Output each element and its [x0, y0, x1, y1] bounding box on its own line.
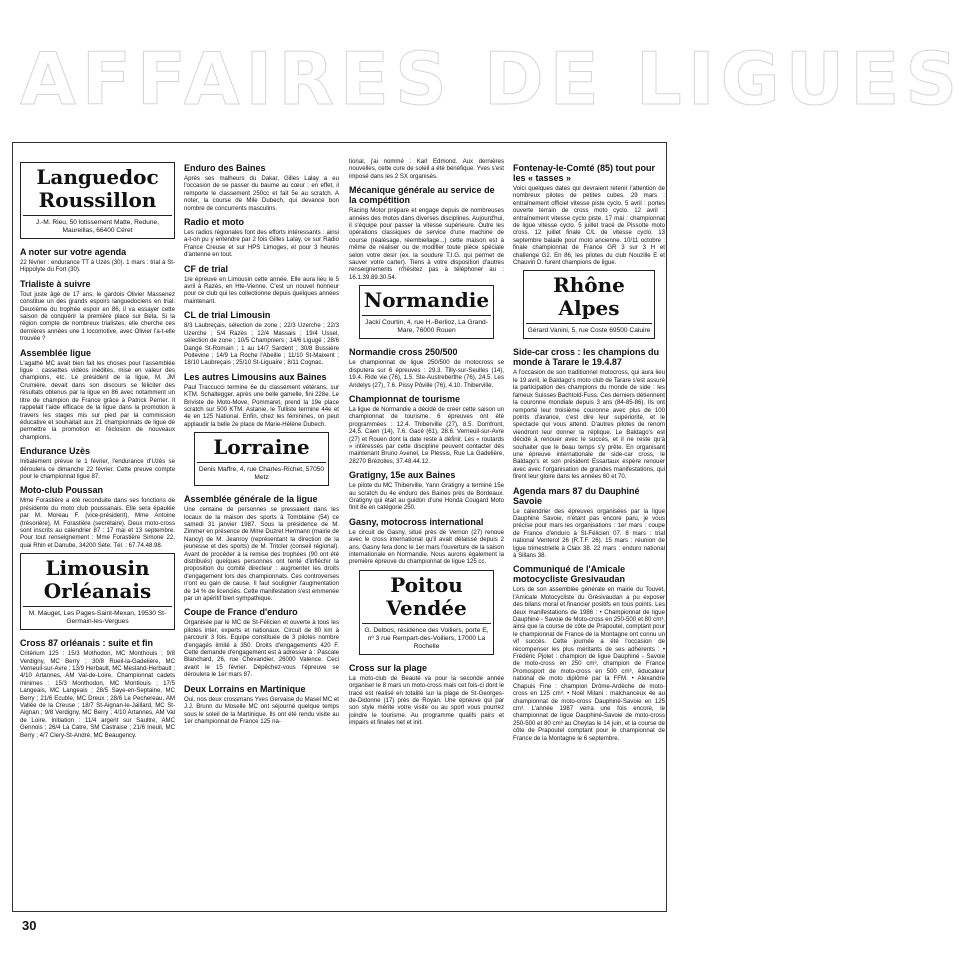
article-body: Le pilote du MC Thiberville, Yann Gratigny a terminé 15e au scratch du 4e enduro des Baines près de Bordeaux. Gratigny qui était au guidon d'une Honda Cougard Moto finit 8e en catégorie 250.: [349, 482, 504, 512]
article-body: 8/3 Laubreçais, sélection de zone ; 22/3 Uzerche ; 22/3 Uzerche ; 5/4 Razès ; 12/4 Massais ; 19/4 Ussel, sélection de zone ; 10/5 Champniers ; 14/6 Ligugé ; 28/6 Dangé St-Romain ; 1 au 14/7 Sardent ; 30/8 Bussière Poitevine ; 14/9 La Roche l'Abeille ; 11/10 St-Maixent ; 18/10 Laubreçais ; 25/10 St-Liguaire ; 8/11 Cognac.: [184, 322, 339, 367]
article-title: Coupe de France d'enduro: [184, 607, 298, 618]
column-3: [349, 158, 504, 900]
column-1: [20, 158, 175, 900]
league-box-normandie: [359, 285, 494, 339]
article-title: Enduro des Baines: [184, 163, 266, 173]
article-body: A l'occasion de son traditionnel motocross, qui aura lieu le 19 avril, le Baldago's moto club de Tarare s'est assuré la participation des champions du monde de side : les fameux Suisses Bachtold-Fuss. Ces derniers détiennent la couronne mondiale depuis 3 ans (84-85-86). Ils ont remporté leur troisième couronne avec plus de 100 points d'avance, c'est dire leur supériorité, et le spectacle qui vous attend. D'autres pilotes de renom viendront leur donner la réplique. Le Baldago's est décidé à renouer avec le succès, et il ne reste qu'à souhaiter que le beau temps s'y prête. En organisant une épreuve internationale de side-car cross, le Baldago's et son président Essartaux espère renouer avec avec l'organisation de grandes manifestations, qui firent leur gloire dans les années 60 et 70.: [513, 369, 665, 481]
article-title: Les autres Limousins aux Baines: [184, 371, 327, 382]
article-body: Après ses malheurs du Dakar, Gilles Lalay a eu l'occasion de se passer du baume au cœur : en effet, il remporte le classement 250cc et fait 5e au scratch. A noter, la course de Mile Dubech, qui devance bon nombre de concurrents masculins.: [184, 175, 339, 212]
article-body: Mme Forastière a été reconduite dans ses fonctions de présidente du moto club poussanais. Elle sera épaulée par M. Moreau F. (vice-président), Mme Antoine (trésorière), M. Forastière (secrétaire). Deux moto-cross sont inscrits au calendrier 87 : 17 mai et 13 septembre. Pour tout renseignement : Mme Forastière Simone 22, quai Rhin et Danube, 34200 Sète. Tél. : 67.74.48.98.: [20, 497, 175, 549]
article-title: Fontenay-le-Comté (85) tout pour les « tasses »: [513, 163, 655, 183]
article-body-continued: tional, j'ai nommé : Karl Edmond. Aux dernières nouvelles, cette cure de soleil a été bénéfique. Yves s'est imposé dans les 2 SX organisés.: [349, 158, 504, 180]
article-title: Agenda mars 87 du Dauphiné Savoie: [513, 485, 640, 506]
league-name: Lorraine: [213, 435, 310, 460]
league-name-line2: Roussillon: [38, 188, 157, 212]
article-body: Le championnat de ligue 250/500 de motocross se disputera sur 6 épreuves : 29.3. Tilly-sur-Seulles (14), 19.4. Ride vie (76), 1.5. Ste-Austreberthe (76), 24.5. Les Andelys (27), 7.6. Pissy Pôville (76), 4.10. Thiberville.: [349, 359, 504, 389]
article-title: Deux Lorrains en Martinique: [184, 683, 306, 694]
league-address: G. Delbos, résidence des Voiliers, porte E, nº 3 rue Rempart-des-Voiliers, 17000 La Rochelle: [362, 623, 491, 651]
header-title: AFFAIRES DE LIGUES: [20, 37, 963, 121]
article-title: Radio et moto: [184, 217, 244, 228]
article-body: Une centaine de personnes se pressaient dans les locaux de la maison des sports à Tomblaine (54) ce samedi 31 janvier 1987. Sous la présidence de M. Zimmer en présence de Mme Duzret Hermann (mairie de Nancy) de M. Jeanroy (représentant la direction de la jeunesse et des sports) de M. Tritcler (conseil régional). Avant de procéder à la remise des trophées (90 ont été distribués) quelques personnes ont tenté d'infléchir la proposition du comité directeur : augmenter les droits d'engagement lors des championnats. Ces controverses n'ont eu gain de cause. Il faut souligner l'augmentation de 14 % de licenciés. Cette manifestation s'est emmenée par un apéritif bien sympathique.: [184, 506, 339, 603]
article-body: 22 février : endurance TT à Uzès (30). 1 mars : trial à St-Hippolyte du Fort (30).: [20, 259, 175, 274]
article-body: 1re épreuve en Limousin cette année. Elle aura lieu le 5 avril à Razès, en Hte-Vienne. C'est un nouvel honneur pour ce club qui les collectionne depuis quelques années maintenant.: [184, 275, 339, 305]
article-title: Side-car cross : les champions du monde à Tarare le 19.4.87: [513, 347, 660, 368]
article-body: Le circuit de Gasny, situé près de Vernon (27) renoue avec le cross international qu'il avait délaissé depuis 2 ans. Gasny fera donc le 1er mars l'ouverture de la saison internationale en Normandie. Nous aurons également la première épreuve du championnat de ligue 125 cc.: [349, 528, 504, 566]
league-name-line2: Orléanais: [43, 579, 152, 604]
league-name: Languedoc: [36, 165, 159, 189]
article-body: L'agathé MC avait bien fait les choses pour l'assemblée ligue : cassettes vidéos inédites, mise en valeur des champions, etc. Le président de la ligue, M. JM Crumière, devait dans son discours se féliciter des résultats obtenus par la ligue en 86 avec notamment un titre de champion de France grâce à Patrick Perrier. Il rappelait l'aide efficace de la ligue dans la promotion à travers les stages mis sur pied par la commission éducative et souhaitait aux 21 championnats de ligue de permettre la promotion et l'éclosion de nouveaux champions.: [20, 359, 175, 441]
article-body: Paul Traccucci termine 6e du classement vétérans, sur KTM. Schaltegger, après une belle gamelle, fini 228e. Le Briviste de Moto-Move, Pommaret, prend la 19e place scratch sur 500 KTM. Astanie, le Tulliste termine 44e et 4e en 125 National. Enfin, chez les féminines, on peut applaudir la belle 2e place de Marie-Hélène Dubech.: [184, 383, 339, 428]
column-2: [184, 158, 339, 900]
article-body: Lors de son assemblée générale en mairie du Touvet, l'Amicale Motocycliste du Grésivaudan a pu exposer des bilans moral et financier positifs en tous points. Les deux manifestations de 1986 : • Championnat de ligue Dauphiné - Savoie de Moto-cross en 250-500 et 80 cm³, ainsi que la course de côte de Prapoutel, comptant pour le championnat de France de la Montagne ont connu un vif succès. Cette journée a été l'occasion de récompenser les plus méritants de ses adhérents : • Frédéric Pjolet : champion de ligue Dauphiné - Savoie de moto-cross en 250 cm³, champion de France Promosport de moto-cross en 500 cm³, éducateur national de moto diplômé par la FFM. • Alexandre Chapuis Fine : champion Drôme-Ardèche de moto-cross en 125 cm³. • Noël Milani : malchanceux 4e au championnat de moto-cross Dauphiné-Savoie en 125 cm³. L'année 1987 verra une fois encore, le championnat de ligue Dauphiné-Savoie de moto-cross 250-500 et 80 cm³ au Cheylas le 14 juin, et la course de côte de Prapoutel comptant pour le championnat de France de la Montagne le 6 septembre.: [513, 586, 665, 742]
league-address: Denis Maffre, 4, rue Charles-Richet, 57050 Metz: [197, 462, 326, 482]
article-body: La moto-club de Beauté va pour la seconde année organiser le 8 mars un moto-cross mais cet fois-ci dont le tracé est réalisé en totalité sur la plage de St-Georges-de-Didonne (17) près de Royan. Une épreuve qui par son style mérite votre visite ou au sport vous pourrez joindre le tourisme. Au programme qualifs pairs et impairs et finales net et init.: [349, 674, 504, 727]
article-title: Communiqué de l'Amicale motocycliste Gresivaudan: [513, 564, 626, 585]
league-address: J.-M. Rieu, 50 lotissement Matte, Redune, Maureillas, 66400 Céret: [23, 215, 172, 235]
league-box-limousin: [20, 553, 175, 630]
header-band: [0, 0, 963, 142]
article-title: Endurance Uzès: [20, 446, 91, 457]
article-title: CF de trial: [184, 263, 229, 274]
article-body: Initialement prévue le 1 février, l'endurance d'Uzès se déroulera ce dimanche 22 février. Cette preuve compte pour le championnat ligue 87.: [20, 458, 175, 480]
league-name: Limousin: [45, 556, 150, 581]
column-4: [513, 158, 665, 900]
league-box-languedoc: [20, 162, 175, 239]
league-address: Gérard Vanini, 5, rue Coste 69500 Caluire: [526, 323, 652, 335]
article-body: Racing Motor prépare et engage depuis de nombreuses années des motos dans diverses disciplines. Aujourd'hui, il s'équipe pour passer la vitesse supérieure. Outre les opérations classiques de service d'une machine de course (réalésage, réembiellage...) cette maison est à même de réaliser ou de modifier toute pièce spéciale selon votre désir (ex. la soudure T.I.G. qui permet de sauver votre carter). Tiens à votre disposition d'autres renseignements n'hésitez pas à téléphoner au : 16.1.39.89.30.54.: [349, 207, 504, 281]
league-name: Poitou: [390, 572, 463, 597]
article-body: Les radios régionales font des efforts intéressants : ainsi a-t-on pu y entendre par 2 fois Gilles Lalay, ce sur Radio France Creuse et sur HPS Limoges, et pour 3 heures d'antenne en tout.: [184, 229, 339, 259]
league-box-poitou: [359, 570, 494, 655]
article-title: Cross sur la plage: [349, 662, 428, 673]
article-title: Cross 87 orléanais : suite et fin: [20, 638, 154, 649]
article-title: Gasny, motocross international: [349, 516, 484, 527]
article-body: La ligue de Normandie a décidé de créer cette saison un championnat de tourisme. 6 épreuves ont été programmées : 12.4. Thiberville (27), 8.5. Domfront, 24.5. Caen (14), 7.6. Gacé (61), 28.6. Verneuil-sur-Avre (27) et Rouen dont la date reste à définir. Les « routards » intéressés par cette discipline peuvent contacter dès maintenant Bruno Avenel, Le Plessis, Rue La Gadelière, 28270 Brézolles, 37.48.44.12.: [349, 405, 504, 465]
article-body: Critérium 125 : 15/3 Mothodon, MC Monthouis ; 9/8 Verdigny, MC Berry ; 30/8 Rueil-la-Gadelière, MC Verneuil-sur-Avre ; 13/9 Herbault, MC Mesland-Herbault ; 4/10 Artannes, AM Val-de-Loire. Championnat cadets minimes : 15/3 Monthodon, MC Montlouis ; 17/5 Langeais, MC Langeais ; 28/5 Saye-en-Septaine, MC Berry ; 21/6 Ecuble, MC Dreux ; 28/6 Le Pechereau, AM Vallée de la Creuse ; 18/7 St-Aignan-le-Jaillard, MC St-Aignan ; 9/8 Verdigny, MC Berry ; 4/10 Artannes, AM Val de Loire. Initiation : 11/4 argent sur Saultre, AMC Gennois ; 26/4 La Catre, SM Castraise ; 21/6 Ineuil, MC Berry ; 4/7 Clery-St-André, MC Beaugency.: [20, 650, 175, 739]
league-name-line2: Vendée: [386, 595, 467, 620]
league-address: M. Mauget, Les Pages-Saint-Mexan, 19530 St-Germain-les-Vergues: [23, 606, 172, 626]
article-title: Gratigny, 15e aux Baines: [349, 470, 456, 481]
league-name-line2: Alpes: [558, 296, 620, 321]
article-title: Mécanique générale au service de la compétition: [349, 185, 495, 206]
article-title: Championnat de tourisme: [349, 393, 461, 404]
article-title: Assemblée générale de la ligue: [184, 494, 318, 505]
article-body: Oui, nos deux crossmans Yves Gervaise du Masel MC et J.J. Brunn du Moselle MC ont séjourné quelque temps sous le soleil de la Martinique. Ils ont été rendu visite au 1er championnat de France 125 na-: [184, 695, 339, 725]
article-body: Le calendrier des épreuves organisées par la ligue Dauphiné Savoie, n'étant pas encore paru, je vous précise pour mars les organisations : 1er mars : coupe de France d'enduro à St-Félicien 07. 8 mars : trial national Venterol 26 (R.T.F. 26). 15 mars : réunion de ligue trimestrielle à Claix 38. 22 mars : enduro national à Sillans 38.: [513, 507, 665, 559]
page-number: 30: [22, 918, 37, 933]
article-title: Moto-club Poussan: [20, 485, 103, 496]
article-title: Normandie cross 250/500: [349, 347, 458, 358]
article-title: Trialiste à suivre: [20, 278, 91, 289]
league-name: Normandie: [363, 288, 490, 313]
article-title: Assemblée ligue: [20, 347, 92, 358]
article-body: Voici quelques dates qui devraient retenir l'attention de nombreux pilotes de petites cubes. 29 mars : entraînement officiel vitesse piste cyclo. 5 avril : portes ouverte terrain de cross moto cyclo. 12 avril : entraînement vitesse cyclo piste. 17 mai : championnat de ligue vitesse cyclo. 5 juillet tracé de Pissotte moto cross. 12 juillet finale C/L de vitesse cyclo. 13 septembre balade pour moto ancienne. 10/11 octobre : finale championnat de France GR 3 sur 3 H et challenge G2. En 86, les pilotes du club Nouzille E et Chauvin D. furent champions de ligue.: [513, 185, 665, 267]
league-box-lorraine: [194, 432, 329, 486]
league-address: Jacki Courtin, 4, rue H.-Berlioz, La Grand-Mare, 76000 Rouen: [362, 315, 491, 335]
league-box-rhone-alpes: [523, 270, 655, 339]
article-body: Organisée par le MC de St-Félicien et ouverte à tous les pilotes inter, experts et nationaux. Circuit de 80 km à parcourir 3 fois. Equipe constituée de 3 pilotes nombre d'engagés limité à 350. Droits d'engagements 420 F. Cette demande d'engagement est à adresser à : Pascale Blanchard, 26, rue Chevandier, 26000 Valence. Ceci avant le 15 février. Dépêchez-vous l'épreuve se déroulera le 1er mars 87.: [184, 619, 339, 679]
article-title: CL de trial Limousin: [184, 310, 271, 321]
league-name: Rhône: [553, 273, 625, 298]
article-title: A noter sur votre agenda: [20, 247, 127, 257]
article-body: Tout juste âgé de 17 ans, le gardois Olivier Massenez constitue un des grands espoirs languedociens en trial. Deuxième du trophée espoir en 86, il va essayer cette saison de conquérir la première place sur Beta. Si la région compte de nombreux trialistes, elle cherche ces dernières années une 1 locomotive, avec Olivier l'a-t-elle trouvée ?: [20, 290, 175, 343]
